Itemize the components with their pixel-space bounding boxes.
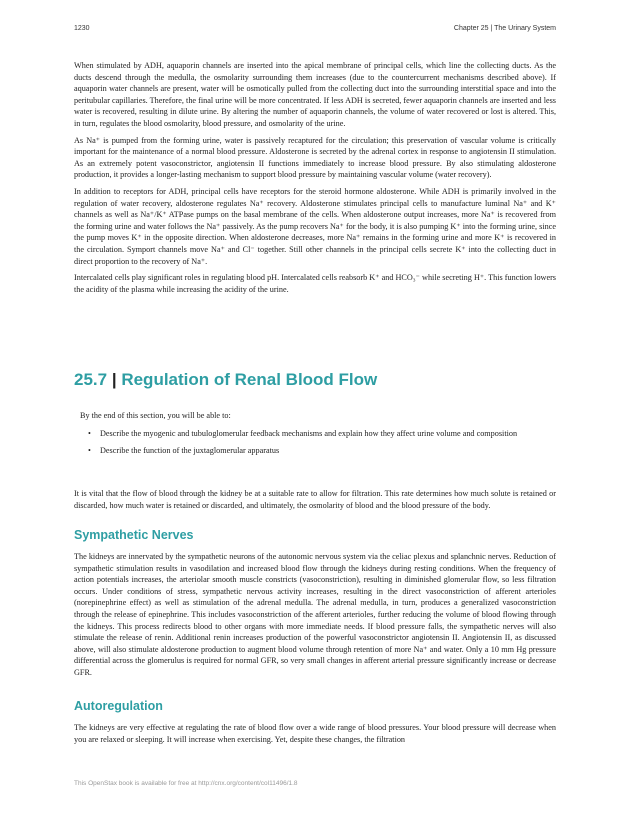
section-number: 25.7 xyxy=(74,370,108,389)
bullet-icon: • xyxy=(88,446,91,456)
paragraph-sympathetic: The kidneys are innervated by the sympathetic neurons of the autonomic nervous system via the celiac plexus and splanchnic nerves. Reduction of sympathetic stimulation results in vasodilation and increased blood flow through the kidneys during resting conditions. When the frequency of action potentials increases, the arteriolar smooth muscle constricts (vasoconstriction), resulting in diminished glomerular flow, so less filtration occurs. Under conditions of stress, sympathetic nervous activity increases, resulting in the direct vasoconstriction of afferent arterioles (norepinephrine effect) as well as stimulation of the adrenal medulla. The adrenal medulla, in turn, produces a generalized vasoconstriction through the release of epinephrine. This includes vasoconstriction of the afferent arterioles, further reducing the volume of blood flowing through the kidneys. This process redirects blood to other organs with more immediate needs. If blood pressure falls, the sympathetic nerves will also stimulate the release of renin. Additional renin increases production of the powerful vasoconstrictor angiotensin II. Angiotensin II, as discussed above, will also stimulate aldosterone production to augment blood volume through retention of more Na⁺ and water. Only a 10 mm Hg pressure differential across the glomerulus is required for normal GFR, so very small changes in afferent arterial pressure significantly increase or decrease GFR. xyxy=(74,552,556,677)
paragraph-intercalated: Intercalated cells play significant roles in regulating blood pH. Intercalated cells reabsorb K⁺ and HCO₃⁻ while secreting H⁺. This function lowers the acidity of the plasma while increasing the acidity of the urine. xyxy=(74,273,556,294)
list-item xyxy=(80,428,550,440)
objective-text: Describe the myogenic and tubuloglomerular feedback mechanisms and explain how they affect urine volume and composition xyxy=(100,428,518,438)
subheading-autoregulation: Autoregulation xyxy=(74,699,163,713)
bullet-icon: • xyxy=(88,428,91,438)
section-separator: | xyxy=(111,370,117,389)
running-header: Chapter 25 | The Urinary System xyxy=(453,25,556,32)
page-footer: This OpenStax book is available for free at http://cnx.org/content/col11496/1.8 xyxy=(74,780,298,787)
objective-text: Describe the function of the juxtaglomerular apparatus xyxy=(100,446,280,456)
page-number: 1230 xyxy=(74,25,90,32)
sympathetic-text-block xyxy=(74,551,556,684)
top-text-block xyxy=(74,60,556,300)
objectives-list xyxy=(80,428,550,457)
intro-text-block xyxy=(74,488,556,516)
objectives-intro: By the end of this section, you will be able to: xyxy=(80,411,231,420)
learning-objectives xyxy=(80,410,550,463)
list-item xyxy=(80,445,550,457)
paragraph-adh: When stimulated by ADH, aquaporin channels are inserted into the apical membrane of principal cells, which line the collecting ducts. As the ducts descend through the medulla, the osmolarity surrounding them increases (due to the countercurrent mechanisms described above). If aquaporin water channels are present, water will be osmotically pulled from the collecting duct into the surrounding interstitial space and into the peritubular capillaries. Therefore, the final urine will be more concentrated. If less ADH is secreted, fewer aquaporin channels are inserted and less water is recovered, resulting in dilute urine. By altering the number of aquaporin channels, the volume of water recovered or lost is altered. This, in turn, regulates the blood osmolarity, blood pressure, and osmolarity of the urine. xyxy=(74,61,556,128)
subheading-sympathetic: Sympathetic Nerves xyxy=(74,528,194,542)
section-title-text: Regulation of Renal Blood Flow xyxy=(121,370,378,389)
autoregulation-text-block xyxy=(74,722,556,750)
paragraph-autoregulation: The kidneys are very effective at regulating the rate of blood flow over a wide range of blood pressures. Your blood pressure will decrease when you are relaxed or sleeping. It will increase when exercising. Yet, despite these changes, the filtration xyxy=(74,723,556,744)
paragraph-sodium: As Na⁺ is pumped from the forming urine, water is passively recaptured for the circulation; this preservation of vascular volume is critically important for the maintenance of a normal blood pressure. Aldosterone is secreted by the adrenal cortex in response to angiotensin II stimulation. As an extremely potent vasoconstrictor, angiotensin II functions immediately to increase blood pressure. By also stimulating aldosterone production, it provides a longer-lasting mechanism to support blood pressure by maintaining vascular volume (water recovery). xyxy=(74,135,556,180)
paragraph-intro: It is vital that the flow of blood through the kidney be at a suitable rate to allow for filtration. This rate determines how much solute is retained or discarded, how much water is retained or discarded, and ultimately, the osmolarity of blood and the blood pressure of the body. xyxy=(74,489,556,510)
paragraph-aldosterone: In addition to receptors for ADH, principal cells have receptors for the steroid hormone aldosterone. While ADH is primarily involved in the regulation of water recovery, aldosterone regulates Na⁺ recovery. Aldosterone stimulates principal cells to manufacture luminal Na⁺ and K⁺ channels as well as Na⁺/K⁺ ATPase pumps on the basal membrane of the cells. When aldosterone output increases, more Na⁺ is recovered from the forming urine and water follows the Na⁺ passively. As the pump recovers Na⁺ for the body, it is also pumping K⁺ into the forming urine, since the pump moves K⁺ in the opposite direction. When aldosterone decreases, more Na⁺ remains in the forming urine and more K⁺ is recovered in the circulation. Symport channels move Na⁺ and Cl⁻ together. Still other channels in the principal cells secrete K⁺ into the collecting duct in direct proportion to the recovery of Na⁺. xyxy=(74,186,556,266)
section-title xyxy=(74,370,377,390)
